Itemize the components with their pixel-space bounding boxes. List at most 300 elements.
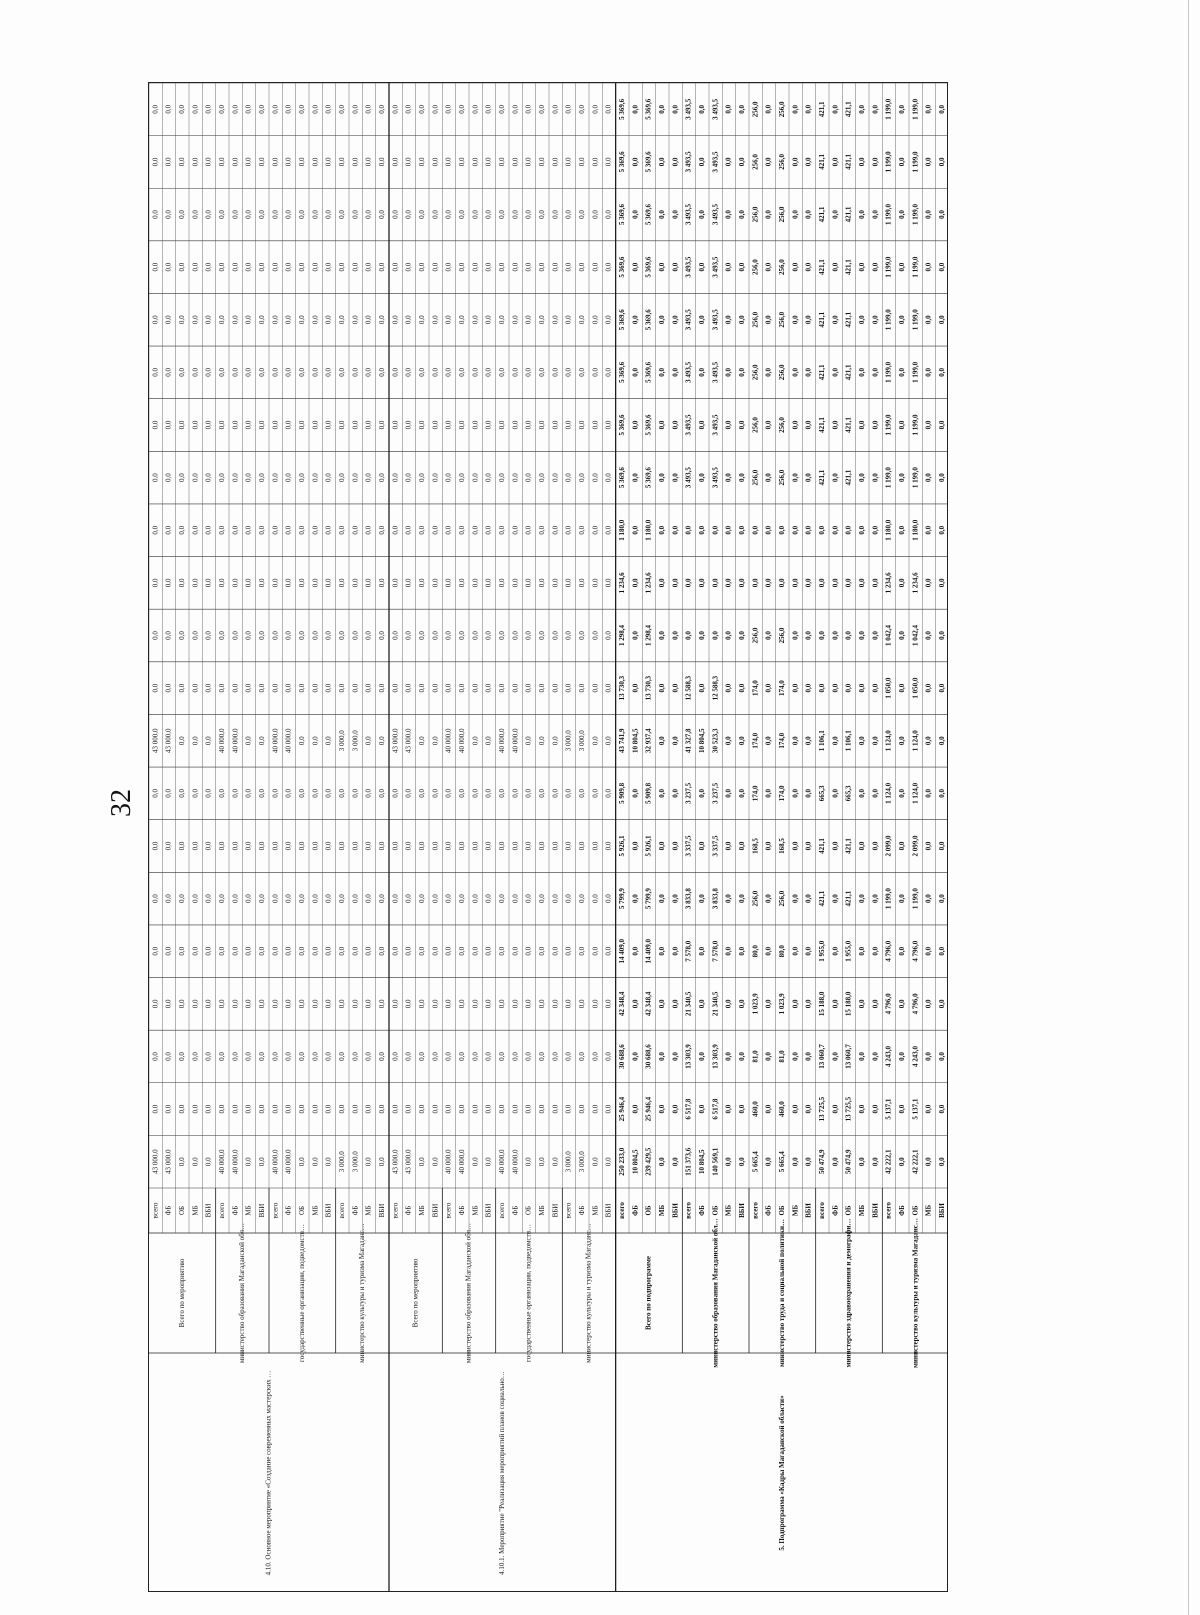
value-cell: 0,0: [177, 631, 186, 640]
value-cell: 0,0: [497, 631, 506, 640]
value-cell: 0,0: [484, 894, 493, 903]
value-cell: 13 060,7: [844, 1044, 853, 1069]
value-cell: 0,0: [537, 578, 546, 588]
value-cell: 0,0: [844, 683, 853, 693]
value-cell: 0,0: [151, 1104, 160, 1114]
value-cell: 0,0: [604, 841, 613, 851]
value-cell: 1 042,4: [911, 625, 920, 646]
value-cell: 0,0: [431, 1104, 440, 1114]
value-cell: 0,0: [404, 1052, 413, 1061]
value-cell: 0,0: [231, 473, 240, 483]
value-cell: 0,0: [364, 736, 373, 746]
value-cell: 0,0: [377, 157, 386, 167]
value-cell: 0,0: [804, 210, 813, 219]
value-cell: 0,0: [537, 157, 546, 167]
value-cell: 0,0: [324, 420, 333, 430]
value-cell: 0,0: [764, 894, 773, 903]
value-cell: 0,0: [484, 157, 493, 167]
value-cell: 0,0: [444, 157, 453, 167]
value-cell: 0,0: [177, 1157, 186, 1167]
value-cell: 0,0: [484, 420, 493, 430]
value-cell: 0,0: [817, 578, 826, 588]
value-cell: 0,0: [364, 315, 373, 325]
value-cell: 0,0: [591, 736, 600, 746]
value-cell: 0,0: [564, 262, 573, 272]
value-cell: 1 199,0: [884, 467, 893, 489]
value-cell: 0,0: [657, 1052, 666, 1061]
value-cell: 256,0: [751, 469, 760, 486]
value-cell: 40 000,0: [444, 728, 453, 753]
value-cell: 0,0: [191, 1157, 200, 1167]
value-cell: 421,1: [817, 101, 826, 118]
value-cell: 0,0: [377, 788, 386, 798]
value-cell: 0,0: [404, 210, 413, 219]
value-cell: 0,0: [897, 894, 906, 903]
value-cell: 0,0: [831, 157, 840, 167]
value-cell: 0,0: [257, 104, 266, 114]
value-cell: 0,0: [471, 578, 480, 588]
value-cell: 1 106,1: [817, 730, 826, 752]
value-cell: 0,0: [417, 157, 426, 167]
value-cell: 1 124,0: [911, 730, 920, 752]
value-cell: 1 199,0: [884, 256, 893, 278]
source-cell: ВБИ: [484, 1203, 493, 1218]
value-cell: 1 023,9: [751, 993, 760, 1015]
value-cell: 0,0: [191, 736, 200, 746]
value-cell: 0,0: [191, 210, 200, 219]
value-cell: 0,0: [324, 157, 333, 167]
value-cell: 0,0: [377, 631, 386, 640]
value-cell: 0,0: [511, 420, 520, 430]
value-cell: 5 909,8: [644, 782, 653, 804]
value-cell: 0,0: [937, 946, 946, 956]
value-cell: 1 180,0: [644, 519, 653, 541]
value-cell: 0,0: [191, 473, 200, 483]
value-cell: 0,0: [551, 315, 560, 325]
value-cell: 0,0: [657, 1157, 666, 1167]
value-cell: 0,0: [177, 525, 186, 535]
value-cell: 0,0: [511, 210, 520, 219]
value-cell: 0,0: [804, 315, 813, 325]
value-cell: 174,0: [751, 680, 760, 696]
value-cell: 0,0: [524, 420, 533, 430]
value-cell: 0,0: [724, 631, 733, 640]
value-cell: 0,0: [764, 210, 773, 219]
value-cell: 0,0: [564, 631, 573, 640]
value-cell: 0,0: [737, 736, 746, 746]
value-cell: 0,0: [497, 420, 506, 430]
value-cell: 0,0: [444, 420, 453, 430]
value-cell: 0,0: [231, 894, 240, 903]
value-cell: 0,0: [524, 1052, 533, 1061]
value-cell: 5 369,6: [644, 256, 653, 278]
value-cell: 6 517,8: [711, 1098, 720, 1120]
value-cell: 0,0: [631, 841, 640, 851]
value-cell: 0,0: [417, 1052, 426, 1061]
value-cell: 0,0: [217, 788, 226, 798]
value-cell: 81,0: [777, 1050, 786, 1063]
value-cell: 1 124,0: [884, 730, 893, 752]
value-cell: 0,0: [857, 1157, 866, 1167]
value-cell: 0,0: [257, 736, 266, 746]
value-cell: 6 517,8: [684, 1098, 693, 1120]
value-cell: 0,0: [724, 788, 733, 798]
value-cell: 0,0: [231, 315, 240, 325]
value-cell: 256,0: [751, 154, 760, 170]
value-cell: 40 000,0: [231, 728, 240, 753]
value-cell: 0,0: [697, 841, 706, 851]
value-cell: 0,0: [151, 420, 160, 430]
value-cell: 0,0: [177, 262, 186, 272]
value-cell: 0,0: [391, 315, 400, 325]
value-cell: 0,0: [924, 473, 933, 483]
value-cell: 0,0: [844, 631, 853, 640]
value-cell: 0,0: [577, 1104, 586, 1114]
value-cell: 7 578,0: [684, 940, 693, 962]
value-cell: 0,0: [257, 368, 266, 377]
value-cell: 0,0: [497, 999, 506, 1009]
value-cell: 256,0: [777, 890, 786, 907]
value-cell: 0,0: [671, 1104, 680, 1114]
value-cell: 0,0: [591, 578, 600, 588]
value-cell: 421,1: [817, 838, 826, 854]
value-cell: 0,0: [271, 578, 280, 588]
value-cell: 0,0: [631, 525, 640, 535]
value-cell: 3 000,0: [337, 730, 346, 752]
value-cell: 0,0: [764, 736, 773, 746]
value-cell: 0,0: [924, 315, 933, 325]
value-cell: 0,0: [151, 1052, 160, 1061]
value-cell: 0,0: [697, 525, 706, 535]
value-cell: 0,0: [164, 525, 173, 535]
value-cell: 0,0: [497, 104, 506, 114]
value-cell: 0,0: [817, 525, 826, 535]
value-cell: 0,0: [404, 368, 413, 377]
value-cell: 0,0: [351, 525, 360, 535]
value-cell: 0,0: [391, 841, 400, 851]
source-cell: ФБ: [511, 1205, 520, 1216]
value-cell: 0,0: [831, 683, 840, 693]
value-cell: 0,0: [471, 631, 480, 640]
value-cell: 0,0: [204, 104, 213, 114]
value-cell: 0,0: [697, 578, 706, 588]
value-cell: 0,0: [524, 525, 533, 535]
value-cell: 256,0: [777, 417, 786, 433]
value-cell: 0,0: [257, 262, 266, 272]
value-cell: 256,0: [777, 311, 786, 328]
value-cell: 0,0: [551, 1052, 560, 1061]
value-cell: 0,0: [524, 1104, 533, 1114]
value-cell: 0,0: [591, 999, 600, 1009]
value-cell: 0,0: [871, 578, 880, 588]
value-cell: 0,0: [777, 525, 786, 535]
value-cell: 0,0: [417, 999, 426, 1009]
value-cell: 0,0: [791, 1157, 800, 1167]
value-cell: 0,0: [364, 894, 373, 903]
value-cell: 0,0: [217, 999, 226, 1009]
value-cell: 0,0: [511, 315, 520, 325]
value-cell: 0,0: [537, 788, 546, 798]
value-cell: 0,0: [324, 315, 333, 325]
value-cell: 0,0: [257, 999, 266, 1009]
value-cell: 0,0: [311, 788, 320, 798]
value-cell: 0,0: [604, 473, 613, 483]
value-cell: 0,0: [431, 683, 440, 693]
value-cell: 0,0: [324, 104, 333, 114]
value-cell: 0,0: [551, 631, 560, 640]
value-cell: 0,0: [764, 525, 773, 535]
value-cell: 0,0: [311, 315, 320, 325]
value-cell: 0,0: [164, 683, 173, 693]
value-cell: 0,0: [324, 368, 333, 377]
value-cell: 0,0: [457, 788, 466, 798]
value-cell: 0,0: [351, 946, 360, 956]
value-cell: 3 493,5: [711, 361, 720, 383]
value-cell: 0,0: [244, 841, 253, 851]
value-cell: 13 303,9: [684, 1044, 693, 1069]
value-cell: 0,0: [871, 420, 880, 430]
value-cell: 43 741,9: [617, 728, 626, 753]
value-cell: 0,0: [364, 1157, 373, 1167]
value-cell: 0,0: [657, 473, 666, 483]
value-cell: 0,0: [324, 262, 333, 272]
value-cell: 0,0: [631, 894, 640, 903]
value-cell: 1 023,9: [777, 993, 786, 1015]
value-cell: 0,0: [377, 1157, 386, 1167]
value-cell: 0,0: [284, 262, 293, 272]
value-cell: 0,0: [404, 157, 413, 167]
value-cell: 0,0: [577, 894, 586, 903]
value-cell: 1 199,0: [911, 361, 920, 383]
value-cell: 0,0: [871, 473, 880, 483]
value-cell: 0,0: [377, 315, 386, 325]
value-cell: 1 199,0: [911, 309, 920, 331]
value-cell: 0,0: [737, 368, 746, 377]
source-cell: МБ: [311, 1205, 320, 1216]
value-cell: 42 222,1: [884, 1149, 893, 1174]
value-cell: 1 124,0: [884, 782, 893, 804]
value-cell: 0,0: [417, 683, 426, 693]
value-cell: 0,0: [671, 999, 680, 1009]
value-cell: 0,0: [297, 157, 306, 167]
value-cell: 0,0: [271, 631, 280, 640]
value-cell: 0,0: [857, 946, 866, 956]
value-cell: 0,0: [737, 841, 746, 851]
value-cell: 0,0: [217, 631, 226, 640]
value-cell: 0,0: [737, 420, 746, 430]
value-cell: 0,0: [804, 420, 813, 430]
value-cell: 1 199,0: [884, 204, 893, 226]
value-cell: 168,5: [751, 838, 760, 854]
value-cell: 0,0: [404, 894, 413, 903]
value-cell: 25 946,4: [644, 1096, 653, 1122]
value-cell: 0,0: [231, 525, 240, 535]
value-cell: 0,0: [857, 262, 866, 272]
value-cell: 0,0: [657, 946, 666, 956]
value-cell: 4 243,0: [884, 1045, 893, 1067]
value-cell: 40 000,0: [444, 1149, 453, 1174]
value-cell: 421,1: [844, 890, 853, 907]
value-cell: 0,0: [151, 631, 160, 640]
value-cell: 5 369,6: [617, 309, 626, 331]
value-cell: 0,0: [604, 683, 613, 693]
value-cell: 0,0: [284, 473, 293, 483]
value-cell: 0,0: [351, 420, 360, 430]
value-cell: 0,0: [804, 999, 813, 1009]
value-cell: 5 369,6: [644, 309, 653, 331]
value-cell: 0,0: [577, 315, 586, 325]
source-cell: ФБ: [231, 1205, 240, 1216]
value-cell: 0,0: [191, 841, 200, 851]
value-cell: 10 804,5: [631, 1149, 640, 1174]
value-cell: 15 188,0: [844, 991, 853, 1017]
value-cell: 0,0: [164, 578, 173, 588]
value-cell: 0,0: [511, 999, 520, 1009]
value-cell: 0,0: [791, 1104, 800, 1114]
value-cell: 0,0: [924, 578, 933, 588]
source-cell: всего: [817, 1202, 826, 1219]
value-cell: 0,0: [337, 631, 346, 640]
value-cell: 0,0: [257, 1104, 266, 1114]
value-cell: 0,0: [871, 736, 880, 746]
value-cell: 0,0: [551, 894, 560, 903]
value-cell: 0,0: [164, 841, 173, 851]
value-cell: 0,0: [511, 473, 520, 483]
value-cell: 0,0: [897, 315, 906, 325]
value-cell: 13 725,5: [844, 1096, 853, 1122]
value-cell: 0,0: [297, 999, 306, 1009]
value-cell: 0,0: [244, 999, 253, 1009]
value-cell: 421,1: [844, 417, 853, 433]
value-cell: 0,0: [191, 315, 200, 325]
value-cell: 0,0: [297, 210, 306, 219]
value-cell: 0,0: [351, 1104, 360, 1114]
value-cell: 3 237,5: [711, 782, 720, 804]
value-cell: 0,0: [257, 578, 266, 588]
value-cell: 0,0: [244, 104, 253, 114]
source-cell: МБ: [657, 1204, 666, 1217]
value-cell: 0,0: [351, 683, 360, 693]
value-cell: 0,0: [831, 104, 840, 114]
value-cell: 0,0: [924, 999, 933, 1009]
value-cell: 0,0: [657, 999, 666, 1009]
value-cell: 0,0: [484, 104, 493, 114]
group-label: Всего по мероприятию: [411, 1258, 420, 1328]
value-cell: 3 493,5: [711, 467, 720, 489]
value-cell: 0,0: [471, 946, 480, 956]
value-cell: 0,0: [551, 946, 560, 956]
value-cell: 0,0: [404, 841, 413, 851]
value-cell: 0,0: [924, 104, 933, 114]
value-cell: 0,0: [364, 368, 373, 377]
value-cell: 0,0: [151, 578, 160, 588]
value-cell: 0,0: [244, 683, 253, 693]
value-cell: 0,0: [524, 157, 533, 167]
value-cell: 1 199,0: [911, 888, 920, 910]
value-cell: 0,0: [764, 999, 773, 1009]
value-cell: 421,1: [817, 417, 826, 433]
source-cell: ОБ: [711, 1205, 720, 1216]
value-cell: 0,0: [497, 788, 506, 798]
value-cell: 0,0: [324, 683, 333, 693]
value-cell: 0,0: [484, 999, 493, 1009]
value-cell: 5 369,6: [644, 467, 653, 489]
value-cell: 0,0: [297, 841, 306, 851]
value-cell: 40 000,0: [271, 1149, 280, 1174]
value-cell: 0,0: [871, 104, 880, 114]
value-cell: 0,0: [511, 157, 520, 167]
value-cell: 0,0: [417, 946, 426, 956]
value-cell: 0,0: [364, 525, 373, 535]
value-cell: 40 000,0: [457, 1149, 466, 1174]
source-cell: всего: [217, 1202, 226, 1219]
value-cell: 0,0: [311, 1104, 320, 1114]
value-cell: 0,0: [177, 999, 186, 1009]
source-cell: МБ: [791, 1204, 800, 1217]
value-cell: 0,0: [244, 525, 253, 535]
source-cell: ФБ: [697, 1205, 706, 1216]
value-cell: 0,0: [831, 473, 840, 483]
source-cell: ВБИ: [377, 1203, 386, 1218]
value-cell: 0,0: [817, 631, 826, 640]
value-cell: 0,0: [551, 788, 560, 798]
value-cell: 0,0: [724, 999, 733, 1009]
value-cell: 0,0: [631, 1052, 640, 1061]
value-cell: 14 409,0: [644, 938, 653, 964]
value-cell: 0,0: [444, 1052, 453, 1061]
value-cell: 0,0: [471, 683, 480, 693]
value-cell: 32 937,4: [644, 728, 653, 753]
value-cell: 0,0: [457, 578, 466, 588]
value-cell: 0,0: [537, 473, 546, 483]
value-cell: 0,0: [564, 788, 573, 798]
value-cell: 0,0: [431, 1052, 440, 1061]
value-cell: 0,0: [551, 368, 560, 377]
value-cell: 0,0: [551, 420, 560, 430]
value-cell: 0,0: [724, 420, 733, 430]
value-cell: 5 369,6: [617, 467, 626, 489]
value-cell: 0,0: [537, 315, 546, 325]
value-cell: 2 099,0: [884, 835, 893, 857]
value-cell: 0,0: [604, 104, 613, 114]
value-cell: 0,0: [244, 736, 253, 746]
value-cell: 0,0: [311, 946, 320, 956]
value-cell: 0,0: [257, 1157, 266, 1167]
value-cell: 0,0: [591, 420, 600, 430]
value-cell: 0,0: [391, 999, 400, 1009]
source-cell: МБ: [244, 1205, 253, 1216]
value-cell: 0,0: [724, 473, 733, 483]
value-cell: 0,0: [337, 315, 346, 325]
value-cell: 0,0: [657, 894, 666, 903]
value-cell: 0,0: [671, 1157, 680, 1167]
source-cell: ВБИ: [551, 1203, 560, 1218]
value-cell: 0,0: [657, 736, 666, 746]
value-cell: 0,0: [471, 1104, 480, 1114]
value-cell: 5 665,4: [751, 1151, 760, 1173]
value-cell: 0,0: [244, 473, 253, 483]
value-cell: 0,0: [164, 473, 173, 483]
value-cell: 0,0: [497, 315, 506, 325]
value-cell: 0,0: [511, 1104, 520, 1114]
value-cell: 0,0: [577, 999, 586, 1009]
value-cell: 0,0: [857, 841, 866, 851]
value-cell: 80,0: [751, 945, 760, 958]
value-cell: 40 000,0: [217, 728, 226, 753]
value-cell: 0,0: [657, 788, 666, 798]
value-cell: 0,0: [524, 999, 533, 1009]
value-cell: 0,0: [231, 631, 240, 640]
